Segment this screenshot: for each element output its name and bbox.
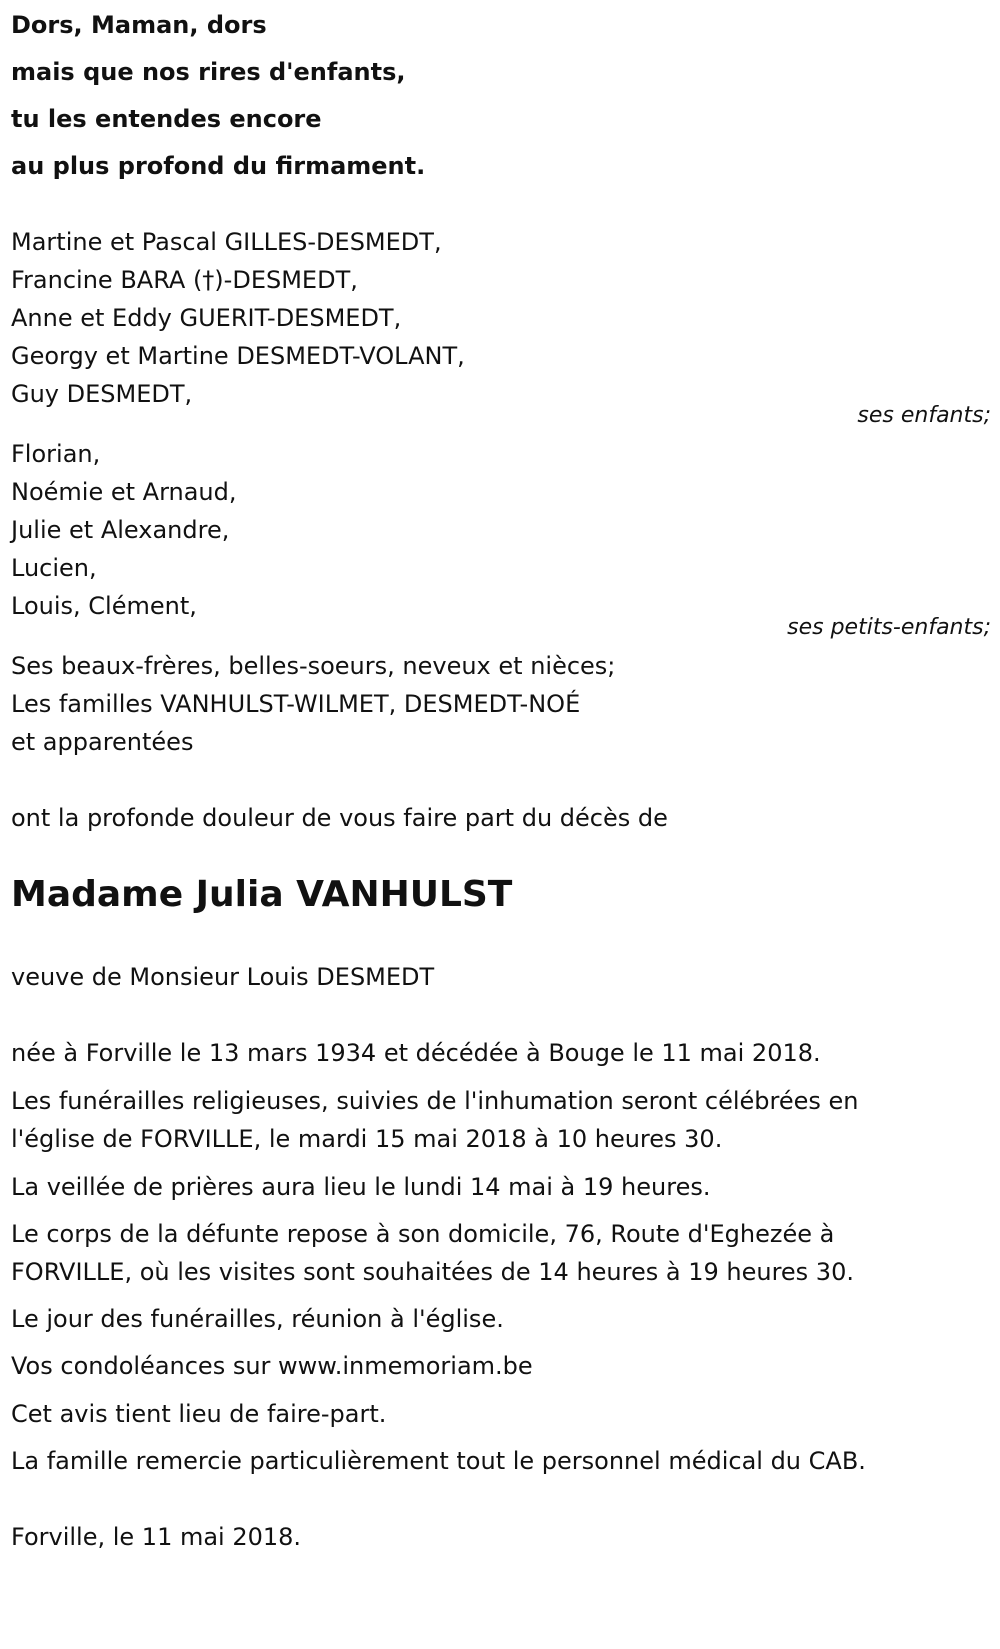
detail-line: Le jour des funérailles, réunion à l'église.	[11, 1305, 504, 1333]
grandchild-name: Louis, Clément,	[11, 592, 197, 620]
detail-line: Vos condoléances sur www.inmemoriam.be	[11, 1352, 533, 1380]
detail-line: La famille remercie particulièrement tout le personnel médical du CAB.	[11, 1447, 866, 1475]
child-name: Francine BARA (†)-DESMEDT,	[11, 266, 358, 294]
detail-line: FORVILLE, où les visites sont souhaitées de 14 heures à 19 heures 30.	[11, 1258, 854, 1286]
child-name: Anne et Eddy GUERIT-DESMEDT,	[11, 304, 402, 332]
closing-date: Forville, le 11 mai 2018.	[11, 1523, 302, 1551]
detail-line: Les funérailles religieuses, suivies de l'inhumation seront célébrées en	[11, 1087, 859, 1115]
grandchildren-role: ses petits-enfants;	[787, 615, 991, 640]
relatives-line: Les familles VANHULST-WILMET, DESMEDT-NOÉ	[11, 690, 581, 718]
grandchild-name: Florian,	[11, 440, 101, 468]
poem-line: tu les entendes encore	[11, 105, 322, 133]
detail-line: Le corps de la défunte repose à son domicile, 76, Route d'Eghezée à	[11, 1220, 835, 1248]
grandchild-name: Noémie et Arnaud,	[11, 478, 237, 506]
deceased-name: Madame Julia VANHULST	[11, 874, 513, 915]
relatives-line: et apparentées	[11, 728, 194, 756]
child-name: Georgy et Martine DESMEDT-VOLANT,	[11, 342, 465, 370]
poem-line: Dors, Maman, dors	[11, 11, 267, 39]
children-role: ses enfants;	[857, 403, 991, 428]
detail-line: l'église de FORVILLE, le mardi 15 mai 2018 à 10 heures 30.	[11, 1125, 723, 1153]
detail-line: née à Forville le 13 mars 1934 et décédée à Bouge le 11 mai 2018.	[11, 1039, 821, 1067]
widow-of: veuve de Monsieur Louis DESMEDT	[11, 963, 435, 991]
announcement: ont la profonde douleur de vous faire part du décès de	[11, 804, 668, 832]
child-name: Guy DESMEDT,	[11, 380, 193, 408]
relatives-line: Ses beaux-frères, belles-soeurs, neveux et nièces;	[11, 652, 616, 680]
detail-line: La veillée de prières aura lieu le lundi 14 mai à 19 heures.	[11, 1173, 711, 1201]
grandchild-name: Lucien,	[11, 554, 97, 582]
child-name: Martine et Pascal GILLES-DESMEDT,	[11, 228, 442, 256]
grandchild-name: Julie et Alexandre,	[11, 516, 230, 544]
poem-line: mais que nos rires d'enfants,	[11, 58, 406, 86]
poem-line: au plus profond du firmament.	[11, 152, 426, 180]
detail-line: Cet avis tient lieu de faire-part.	[11, 1400, 387, 1428]
